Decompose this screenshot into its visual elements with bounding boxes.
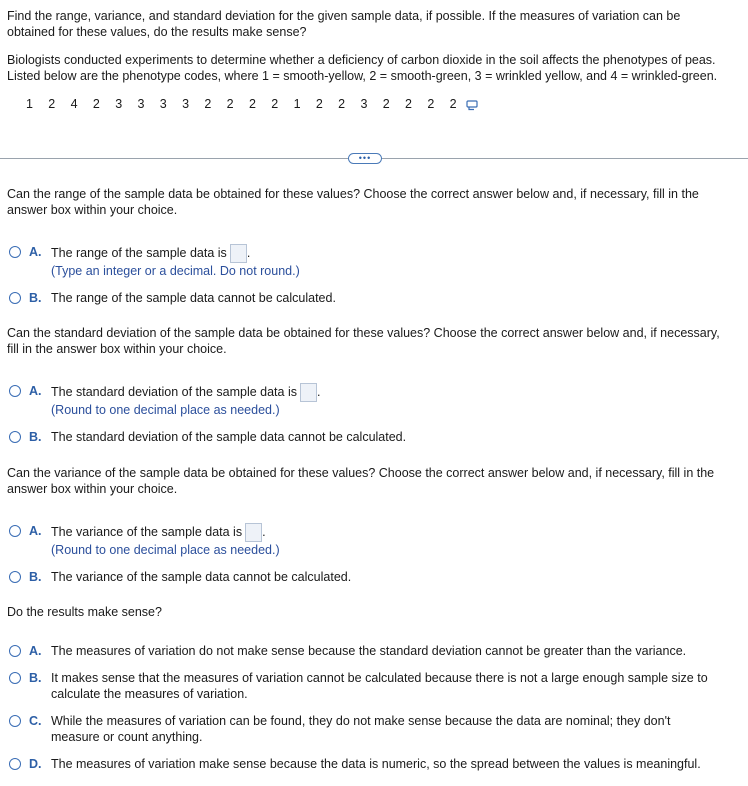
range-answer-input[interactable] <box>230 244 247 263</box>
option-letter: A. <box>29 524 42 538</box>
sample-value: 3 <box>137 97 145 111</box>
question-intro <box>7 8 747 40</box>
option-text: The range of the sample data cannot be calculated. <box>51 291 336 305</box>
option-letter: B. <box>29 430 42 444</box>
biology-context <box>7 52 747 84</box>
range-prompt-2: answer box within your choice. <box>7 203 178 217</box>
radio-button[interactable] <box>9 645 21 657</box>
radio-button[interactable] <box>9 385 21 397</box>
option-text: calculate the measures of variation. <box>51 687 248 701</box>
option-text: While the measures of variation can be found, they do not make sense because the data are nominal; they don't <box>51 714 671 728</box>
option-text: The standard deviation of the sample data is <box>51 385 297 399</box>
radio-button[interactable] <box>9 715 21 727</box>
more-button[interactable]: ••• <box>348 153 382 164</box>
radio-button[interactable] <box>9 525 21 537</box>
variance-question <box>7 465 747 497</box>
sense-option-b[interactable] <box>9 670 708 702</box>
radio-button[interactable] <box>9 246 21 258</box>
sample-value: 1 <box>293 97 301 111</box>
copy-data-icon[interactable] <box>466 100 479 111</box>
sample-value: 2 <box>248 97 256 111</box>
option-letter: D. <box>29 757 42 771</box>
range-question <box>7 186 747 218</box>
sense-question <box>7 604 747 620</box>
sense-prompt: Do the results make sense? <box>7 605 162 619</box>
sample-value: 4 <box>70 97 78 111</box>
sd-question <box>7 325 747 357</box>
sample-value: 2 <box>338 97 346 111</box>
sd-prompt-1: Can the standard deviation of the sample data be obtained for these values? Choose the correct answer below and, if necessary, <box>7 326 720 340</box>
range-option-b[interactable] <box>9 290 336 306</box>
sample-value: 2 <box>405 97 412 111</box>
sample-value: 2 <box>226 97 234 111</box>
sd-option-a[interactable]: A. The standard deviation of the sample data is . (Round to one decimal place as needed.) <box>9 383 320 418</box>
sd-option-b[interactable] <box>9 429 406 445</box>
radio-button[interactable] <box>9 292 21 304</box>
option-text: The range of the sample data is <box>51 246 227 260</box>
option-letter: A. <box>29 384 42 398</box>
variance-prompt-1: Can the variance of the sample data be obtained for these values? Choose the correct answer below and, if necessary, fill in the <box>7 466 715 480</box>
sample-value: 3 <box>115 97 123 111</box>
option-letter: B. <box>29 671 42 685</box>
sample-value: 2 <box>271 97 279 111</box>
option-letter: C. <box>29 714 42 728</box>
option-text: The standard deviation of the sample data cannot be calculated. <box>51 430 407 444</box>
sd-answer-input[interactable] <box>300 383 317 402</box>
radio-button[interactable] <box>9 431 21 443</box>
option-letter: A. <box>29 644 42 658</box>
sample-data-row <box>26 95 479 113</box>
sense-option-c[interactable] <box>9 713 670 745</box>
radio-button[interactable] <box>9 672 21 684</box>
sample-value: 2 <box>382 97 390 111</box>
radio-button[interactable] <box>9 571 21 583</box>
sample-value: 3 <box>360 97 368 111</box>
sample-value: 2 <box>427 97 435 111</box>
option-text: The measures of variation do not make sense because the standard deviation cannot be greater than the variance. <box>51 644 687 658</box>
sample-value: 2 <box>449 97 457 111</box>
intro-line-1: Find the range, variance, and standard deviation for the given sample data, if possible. If the measures of variation can be <box>7 9 681 23</box>
bio-line-1: Biologists conducted experiments to determine whether a deficiency of carbon dioxide in the soil affects the phenotypes of peas. <box>7 53 716 67</box>
option-text: It makes sense that the measures of variation cannot be calculated because there is not a large enough sample size to <box>51 671 708 685</box>
option-hint: (Type an integer or a decimal. Do not round.) <box>51 264 300 278</box>
sample-value: 3 <box>182 97 190 111</box>
option-letter: A. <box>29 245 42 259</box>
option-text: measure or count anything. <box>51 730 203 744</box>
bio-line-2: Listed below are the phenotype codes, where 1 = smooth-yellow, 2 = smooth-green, 3 = wrinkled yellow, and 4 = wrinkled-green. <box>7 69 718 83</box>
sense-option-a[interactable] <box>9 643 686 659</box>
variance-prompt-2: answer box within your choice. <box>7 482 178 496</box>
sample-value: 3 <box>159 97 167 111</box>
radio-button[interactable] <box>9 758 21 770</box>
sample-value: 2 <box>315 97 323 111</box>
sample-value: 2 <box>204 97 212 111</box>
intro-line-2: obtained for these values, do the results make sense? <box>7 25 307 39</box>
option-hint: (Round to one decimal place as needed.) <box>51 403 280 417</box>
sample-value: 2 <box>92 97 100 111</box>
option-letter: B. <box>29 570 42 584</box>
option-text: The variance of the sample data cannot be calculated. <box>51 570 352 584</box>
sample-value: 2 <box>48 97 56 111</box>
sense-option-d[interactable] <box>9 756 701 772</box>
range-option-a[interactable]: A. The range of the sample data is . (Type an integer or a decimal. Do not round.) <box>9 244 300 279</box>
option-letter: B. <box>29 291 42 305</box>
variance-option-b[interactable] <box>9 569 351 585</box>
variance-option-a[interactable]: A. The variance of the sample data is . (Round to one decimal place as needed.) <box>9 523 280 558</box>
option-text: The measures of variation make sense because the data is numeric, so the spread between the values is meaningful. <box>51 757 701 771</box>
sd-prompt-2: fill in the answer box within your choice. <box>7 342 227 356</box>
option-hint: (Round to one decimal place as needed.) <box>51 543 280 557</box>
range-prompt-1: Can the range of the sample data be obtained for these values? Choose the correct answer below and, if necessary, fill in the <box>7 187 699 201</box>
variance-answer-input[interactable] <box>245 523 262 542</box>
option-text: The variance of the sample data is <box>51 525 243 539</box>
sample-value: 1 <box>26 97 33 111</box>
